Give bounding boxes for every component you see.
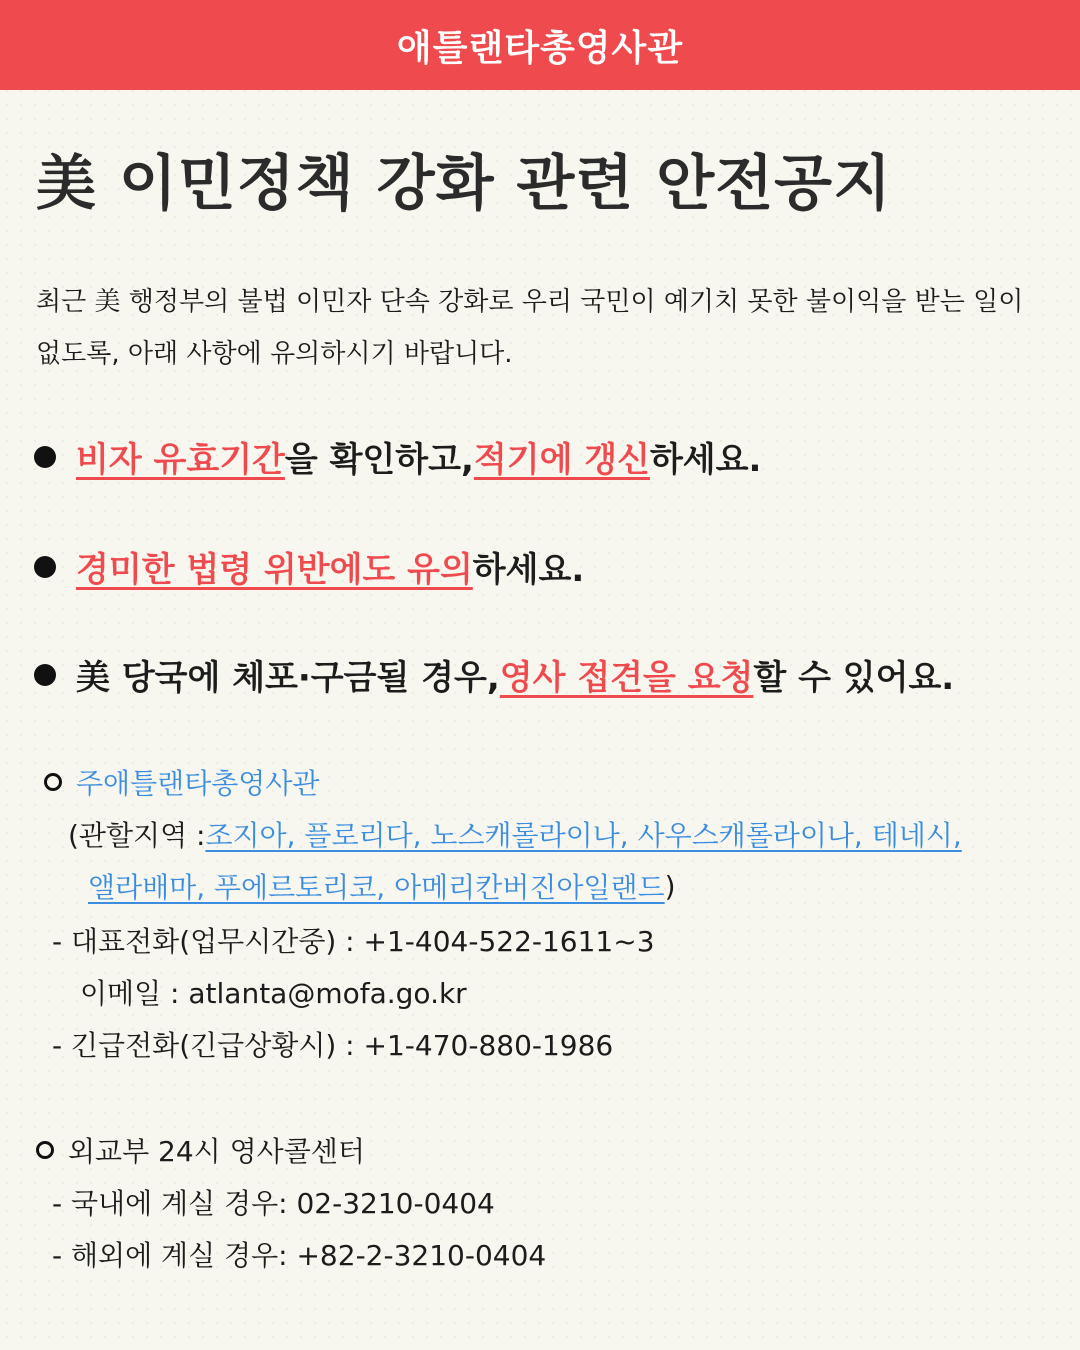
notice-text: 美 당국에 체포·구금될 경우, [76, 658, 500, 698]
emergency-phone: - 긴급전화(긴급상황시) : +1-470-880-1986 [52, 1029, 614, 1062]
mofa-heading [36, 1130, 365, 1170]
page-title: 美 이민정책 강화 관련 안전공지 [36, 149, 893, 219]
notice-highlight: 영사 접견을 요청 [499, 658, 754, 698]
bullet-icon [34, 664, 56, 686]
notice-text: 하세요. [472, 550, 585, 590]
mofa-domestic: - 국내에 계실 경우: 02-3210-0404 [52, 1187, 495, 1220]
main-phone: - 대표전화(업무시간중) : +1-404-522-1611~3 [52, 925, 655, 958]
intro-text: 최근 美 행정부의 불법 이민자 단속 강화로 우리 국민이 예기치 못한 불이익을 받는 일이 없도록, 아래 사항에 유의하시기 바랍니다. [36, 287, 1024, 369]
consulate-heading [44, 762, 319, 802]
circle-bullet-icon [44, 773, 62, 791]
notice-text: 을 확인하고, [284, 440, 474, 480]
mofa-overseas: - 해외에 계실 경우: +82-2-3210-0404 [52, 1239, 547, 1272]
bullet-icon [34, 446, 56, 468]
notice-highlight: 비자 유효기간 [76, 440, 285, 480]
header-banner [0, 0, 1080, 90]
jurisdiction-regions: 조지아, 플로리다, 노스캐롤라이나, 사우스캐롤라이나, 테네시, [205, 819, 962, 852]
email: 이메일 : atlanta@mofa.go.kr [80, 977, 467, 1010]
consulate-name: 주애틀랜타총영사관 [76, 767, 320, 800]
notice-law [34, 542, 584, 591]
notice-text: 할 수 있어요. [753, 658, 955, 698]
notice-highlight: 적기에 갱신 [473, 440, 650, 480]
mofa-name: 외교부 24시 영사콜센터 [68, 1135, 365, 1168]
jurisdiction-regions-cont: 앨라배마, 푸에르토리코, 아메리칸버진아일랜드 [88, 871, 665, 904]
notice-detention [34, 650, 954, 699]
notice-text: 하세요. [649, 440, 762, 480]
jurisdiction-label: (관할지역 : [68, 819, 206, 852]
bullet-icon [34, 556, 56, 578]
jurisdiction-line-2 [88, 866, 676, 906]
notice-highlight: 경미한 법령 위반에도 유의 [76, 550, 473, 590]
circle-bullet-icon [36, 1141, 54, 1159]
jurisdiction-line-1 [68, 814, 962, 854]
notice-visa [34, 432, 761, 481]
jurisdiction-close: ) [664, 869, 676, 903]
header-title: 애틀랜타총영사관 [396, 27, 684, 69]
